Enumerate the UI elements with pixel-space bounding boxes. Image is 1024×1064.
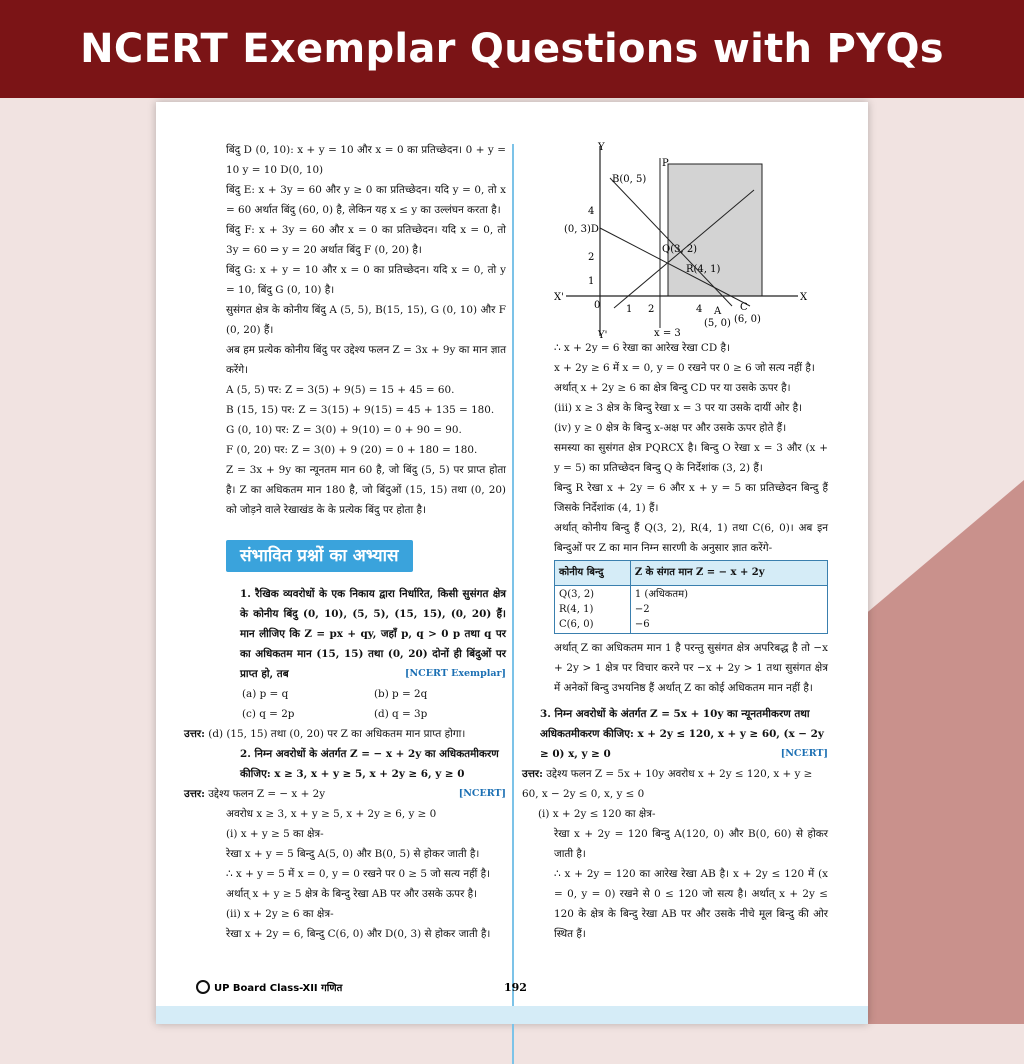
label-y: Y [598, 142, 605, 153]
text-para: बिंदु E: x + 3y = 60 और y ≥ 0 का प्रतिच्छेदन। यदि y = 0, तो x = 60 अर्थात बिंदु (60, 0) है, लेकिन यह x ≤ y का उल्लंघन करता है। [226, 184, 506, 216]
text-para: सुसंगत क्षेत्र के कोनीय बिंदु A (5, 5), B(15, 15), G (0, 10) और F (0, 20) हैं। [226, 304, 506, 336]
answer-2-line: (i) x + y ≥ 5 का क्षेत्र- [226, 828, 324, 840]
page-number: 192 [504, 981, 527, 994]
label-x-neg: X' [554, 292, 564, 303]
z-value: 1 (अधिकतम) [634, 589, 688, 600]
text-para: G (0, 10) पर: Z = 3(0) + 9(10) = 0 + 90 = 90. [226, 424, 462, 436]
y-tick-label: 1 [588, 276, 595, 287]
answer-3-part: (i) x + 2y ≤ 120 का क्षेत्र- [538, 808, 656, 820]
text-para: B (15, 15) पर: Z = 3(15) + 9(15) = 45 + 135 = 180. [226, 404, 495, 416]
text-para: बिंदु D (0, 10): x + y = 10 और x = 0 का प्रतिच्छेदन। 0 + y = 10 y = 10 D(0, 10) [226, 144, 506, 176]
corner-point: R(4, 1) [559, 604, 594, 615]
text-line: (iv) y ≥ 0 क्षेत्र के बिन्दु x-अक्ष पर और उसके ऊपर होते हैं। [554, 422, 787, 434]
title-banner [0, 0, 1024, 98]
question-1-options [242, 684, 506, 724]
text-para: अर्थात् Z का अधिकतम मान 1 है परन्तु सुसंगत क्षेत्र अपरिबद्ध है तो −x + 2y > 1 क्षेत्र पर विचार करने पर −x + 2y > 1 तथा सुसंगत क्षेत्र में अनेकों बिन्दु उभयनिष्ठ हैं अर्थात् Z का कोई अधिकतम मान नहीं है। [554, 642, 828, 694]
corner-point-table [554, 560, 828, 634]
question-3-tag: [NCERT] [780, 748, 828, 759]
question-1 [226, 584, 506, 684]
answer-3-line: ∴ x + 2y = 120 का आरेख रेखा AB है। x + 2y ≤ 120 में (x = 0, y = 0) रखने से 0 ≤ 120 जो सत्य है। अर्थात् x + 2y ≤ 120 के क्षेत्र के बिन्दु रेखा AB पर और उसके नीचे मूल बिन्दु की ओर स्थित हैं। [554, 868, 828, 940]
label-y-neg: Y' [598, 330, 608, 338]
answer-2-line: अर्थात् x + y ≥ 5 क्षेत्र के बिन्दु रेखा AB पर और उसके ऊपर है। [226, 888, 478, 900]
answer-2-line: अवरोध x ≥ 3, x + y ≥ 5, x + 2y ≥ 6, y ≥ 0 [226, 808, 437, 820]
section-heading: संभावित प्रश्नों का अभ्यास [226, 540, 413, 572]
x-tick-label: 4 [696, 304, 703, 315]
footer-book-title: UP Board Class-XII गणित [214, 983, 343, 994]
text-line: अर्थात् x + 2y ≥ 6 का क्षेत्र बिन्दु CD पर या उसके ऊपर है। [554, 382, 791, 394]
table-row [555, 586, 828, 634]
text-para: F (0, 20) पर: Z = 3(0) + 9 (20) = 0 + 180 = 180. [226, 444, 478, 456]
label-origin: 0 [594, 300, 601, 311]
option-d: (d) q = 3p [374, 708, 428, 720]
corner-point: C(6, 0) [559, 619, 594, 630]
text-para: बिंदु G: x + y = 10 और x = 0 का प्रतिच्छेदन। यदि x = 0, तो y = 10, बिंदु G (0, 10) है। [226, 264, 506, 296]
label-x3: x = 3 [654, 328, 681, 338]
answer-2 [184, 784, 506, 804]
label-r: R(4, 1) [686, 264, 721, 275]
answer-2-line: उद्देश्य फलन Z = − x + 2y [208, 788, 326, 800]
feasible-region [668, 164, 762, 296]
feasible-region-graph [554, 138, 828, 338]
question-3 [540, 704, 828, 764]
answer-3-line: रेखा x + 2y = 120 बिन्दु A(120, 0) और B(0, 60) से होकर जाती है। [554, 828, 828, 860]
answer-2-line: रेखा x + y = 5 बिन्दु A(5, 0) और B(0, 5) से होकर जाती है। [226, 848, 480, 860]
label-a-coord: (5, 0) [704, 318, 731, 329]
text-line: (iii) x ≥ 3 क्षेत्र के बिन्दु रेखा x = 3 पर या उसके दायीं ओर है। [554, 402, 803, 414]
text-para: बिंदु F: x + 3y = 60 और x = 0 का प्रतिच्छेदन। यदि x = 0, तो 3y = 60 ⇒ y = 20 अर्थात बिंदु F (0, 20) है। [226, 224, 506, 256]
option-a: (a) p = q [242, 688, 289, 700]
label-p: P [662, 158, 669, 169]
table-header: Z के संगत मान Z = − x + 2y [630, 561, 827, 586]
text-line: x + 2y ≥ 6 में x = 0, y = 0 रखने पर 0 ≥ 6 जो सत्य नहीं है। [554, 362, 815, 374]
label-c: C [740, 302, 748, 313]
footer-strip [156, 1006, 868, 1024]
question-2-tag: [NCERT] [458, 788, 506, 799]
label-x: X [800, 292, 808, 303]
page-footer [196, 980, 342, 994]
answer-3-text: उद्देश्य फलन Z = 5x + 10y अवरोध x + 2y ≤ 120, x + y ≥ 60, x − 2y ≤ 0, x, y ≤ 0 [522, 768, 813, 800]
text-line: अर्थात् कोनीय बिन्दु हैं Q(3, 2), R(4, 1) तथा C(6, 0)। अब इन बिन्दुओं पर Z का मान निम्न सारणी के अनुसार ज्ञात करेंगे- [554, 522, 828, 554]
label-q: Q(3, 2) [662, 244, 698, 255]
answer-1-text: (d) (15, 15) तथा (0, 20) पर Z का अधिकतम मान प्राप्त होगा। [208, 728, 466, 740]
z-value: −2 [634, 604, 650, 615]
answer-2-line: ∴ x + y = 5 में x = 0, y = 0 रखने पर 0 ≥ 5 जो सत्य नहीं है। [226, 868, 491, 880]
banner-title: NCERT Exemplar Questions with PYQs [80, 26, 944, 72]
label-c-coord: (6, 0) [734, 314, 761, 325]
label-b: B(0, 5) [612, 174, 647, 185]
corner-point: Q(3, 2) [559, 589, 595, 600]
x-tick-label: 1 [626, 304, 633, 315]
text-para: A (5, 5) पर: Z = 3(5) + 9(5) = 15 + 45 = 60. [226, 384, 455, 396]
text-para: Z = 3x + 9y का न्यूनतम मान 60 है, जो बिंदु (5, 5) पर प्राप्त होता है। Z का अधिकतम मान 180 है, जो बिंदुओं (15, 15) तथा (0, 20) को जोड़ने वाले रेखाखंड के के प्रत्येक बिंदु पर होता है। [226, 464, 506, 516]
x-tick-label: 2 [648, 304, 655, 315]
answer-2-line: (ii) x + 2y ≥ 6 का क्षेत्र- [226, 908, 334, 920]
answer-1 [184, 724, 506, 744]
answer-label: उत्तर: [184, 728, 205, 740]
question-2-text: 2. निम्न अवरोधों के अंतर्गत Z = − x + 2y का अधिकतमीकरण कीजिए: x ≥ 3, x + y ≥ 5, x + 2y ≥ 6, y ≥ 0 [240, 748, 499, 780]
question-1-text: 1. रैखिक व्यवरोधों के एक निकाय द्वारा निर्धारित, किसी सुसंगत क्षेत्र के कोनीय बिंदु (0, 10), (5, 5), (15, 15), (0, 20) हैं। मान लीजिए कि Z = px + qy, जहाँ p, q > 0 p तथा q पर का अधिकतम मान (15, 15) तथा (0, 20) दोनों ही बिंदुओं पर प्राप्त हो, तब [240, 588, 506, 680]
table-cell [630, 586, 827, 634]
question-3-text: 3. निम्न अवरोधों के अंतर्गत Z = 5x + 10y का न्यूनतमीकरण तथा अधिकतमीकरण कीजिए: x + 2y ≤ 120, x + y ≥ 60, (x − 2y ≥ 0) x, y ≥ 0 [540, 708, 824, 760]
answer-label: उत्तर: [184, 788, 205, 800]
column-divider [512, 144, 514, 1064]
label-a: A [714, 306, 722, 317]
option-b: (b) p = 2q [374, 688, 428, 700]
y-tick-label: 4 [588, 206, 595, 217]
table-cell [555, 586, 631, 634]
text-line: समस्या का सुसंगत क्षेत्र PQRCX है। बिन्दु O रेखा x = 3 और (x + y = 5) का प्रतिच्छेदन बिन्दु Q के निर्देशांक (3, 2) हैं। [554, 442, 828, 474]
text-line: ∴ x + 2y = 6 रेखा का आरेख रेखा CD है। [554, 342, 730, 354]
left-column [184, 140, 506, 944]
text-para: अब हम प्रत्येक कोनीय बिंदु पर उद्देश्य फलन Z = 3x + 9y का मान ज्ञात करेंगे। [226, 344, 506, 376]
y-tick-label: 2 [588, 252, 595, 263]
answer-2-line: रेखा x + 2y = 6, बिन्दु C(6, 0) और D(0, 3) से होकर जाती है। [226, 928, 491, 940]
option-c: (c) q = 2p [242, 708, 295, 720]
question-1-tag: [NCERT Exemplar] [405, 668, 506, 679]
right-column [522, 138, 828, 944]
publisher-logo-icon [196, 980, 210, 994]
answer-3 [522, 764, 828, 804]
book-page [156, 102, 868, 1024]
table-header: कोनीय बिन्दु [555, 561, 631, 586]
answer-label: उत्तर: [522, 768, 543, 780]
label-d: (0, 3)D [564, 224, 599, 235]
text-line: बिन्दु R रेखा x + 2y = 6 और x + y = 5 का प्रतिच्छेदन बिन्दु हैं जिसके निर्देशांक (4, 1) हैं। [554, 482, 828, 514]
z-value: −6 [634, 619, 650, 630]
